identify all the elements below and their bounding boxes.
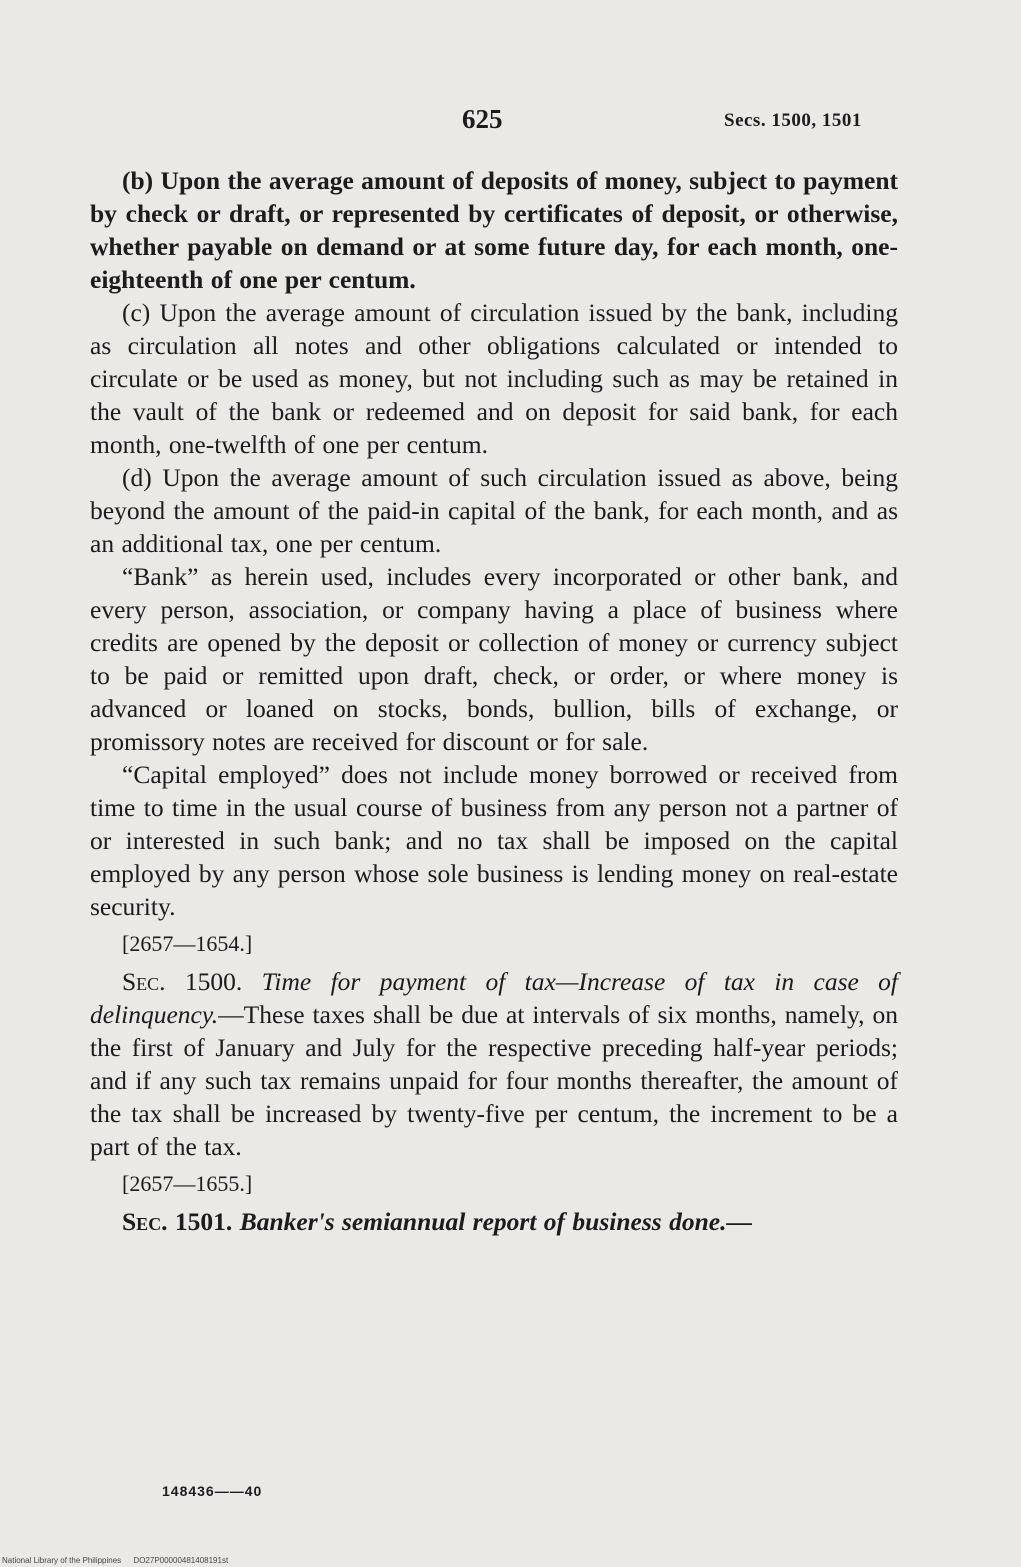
legislative-reference: [2657—1654.]: [122, 931, 253, 956]
paragraph-capital-employed: “Capital employed” does not include money borrowed or received from time to time in the usual course of business from any person not a partner of or interested in such bank; and no tax shall be imposed on the capital employed by any person whose sole business is lending money on real-estate security.: [90, 760, 898, 921]
section-1501: [90, 1205, 898, 1238]
body-text: [90, 164, 898, 1238]
section-label: Sec. 1500.: [122, 967, 243, 996]
printer-signature-mark: 148436——40: [162, 1483, 263, 1499]
page-number: 625: [462, 104, 503, 134]
page-header: [0, 104, 1021, 144]
section-title: Banker's semiannual report of business done.—: [239, 1207, 752, 1236]
legislative-reference: [2657—1655.]: [122, 1171, 253, 1196]
paragraph-d: (d) Upon the average amount of such circulation issued as above, being beyond the amount of the paid-in capital of the bank, for each month, and as an additional tax, one per centum.: [90, 463, 898, 558]
section-label: Sec. 1501.: [122, 1207, 233, 1236]
footer-library: National Library of the Philippines: [2, 1556, 122, 1565]
paragraph-b: (b) Upon the average amount of deposits of money, subject to payment by check or draft, or represented by certificates of deposit, or otherwise, whether payable on demand or at some future day, for each month, one-eighteenth of one per centum.: [90, 166, 898, 294]
running-head: Secs. 1500, 1501: [724, 110, 862, 131]
section-title: Time for payment of tax—Increase of tax in case of delinquency.: [90, 967, 899, 1029]
paragraph-c: (c) Upon the average amount of circulation issued by the bank, including as circulation all notes and other obligations calculated or intended to circulate or be used as money, but not including such as may be retained in the vault of the bank or redeemed and on deposit for said bank, for each month, one-twelfth of one per centum.: [90, 298, 898, 459]
scan-footer: [2, 1556, 238, 1565]
section-1500: [90, 965, 898, 1163]
footer-code: DO27P00000481408191st: [133, 1556, 229, 1565]
paragraph-bank-definition: “Bank” as herein used, includes every incorporated or other bank, and every person, association, or company having a place of business where credits are opened by the deposit or collection of money or currency subject to be paid or remitted upon draft, check, or order, or where money is advanced or loaned on stocks, bonds, bullion, bills of exchange, or promissory notes are received for discount or for sale.: [90, 562, 898, 756]
section-body: —These taxes shall be due at intervals of six months, namely, on the first of January and July for the respective preceding half-year periods; and if any such tax remains unpaid for four months thereafter, the amount of the tax shall be increased by twenty-five per centum, the increment to be a part of the tax.: [90, 1000, 898, 1161]
